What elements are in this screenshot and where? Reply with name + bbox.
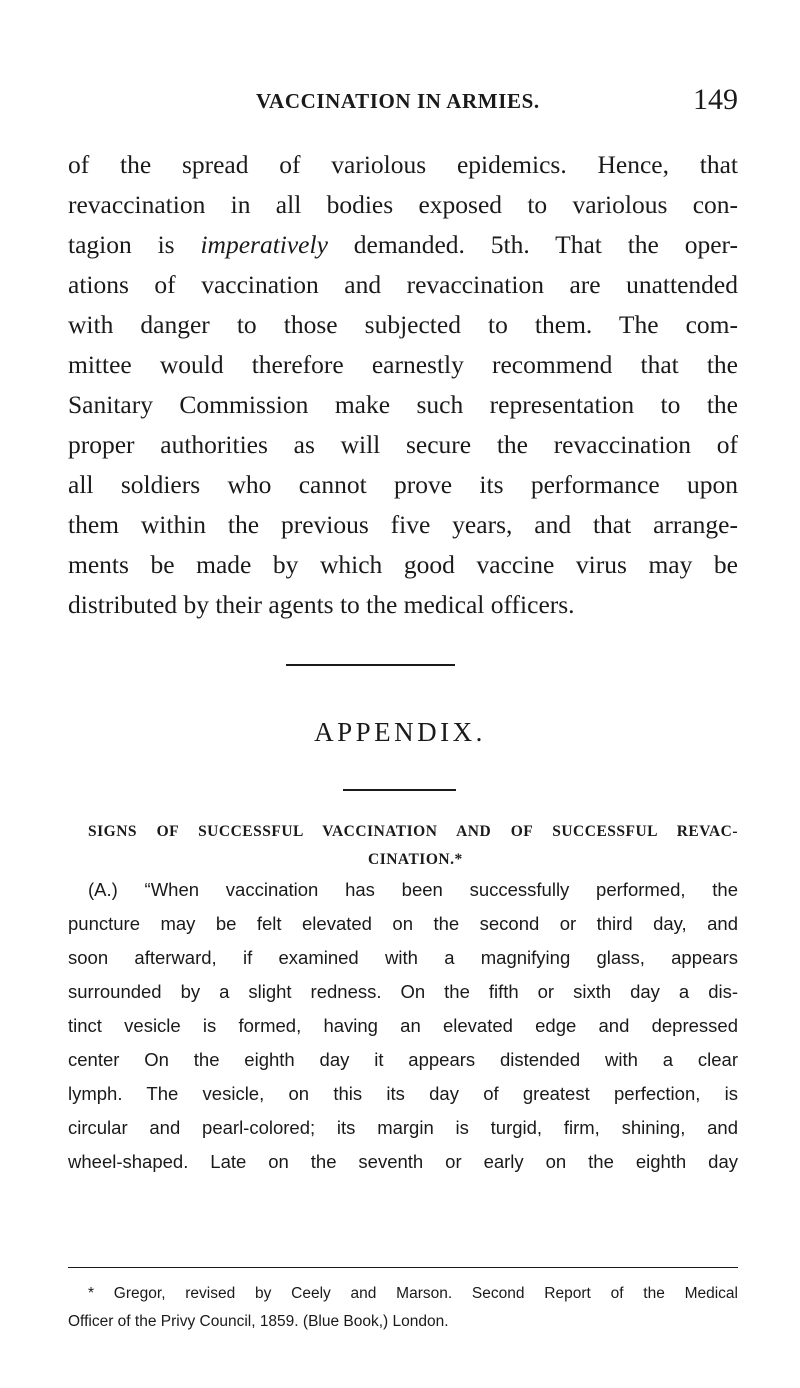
footnote-line: * Gregor, revised by Ceely and Marson. Second Report of the Medical <box>88 1285 738 1302</box>
footnote <box>68 1280 738 1336</box>
paragraph-line: tinct vesicle is formed, having an elevated edge and depressed <box>68 1015 738 1036</box>
paragraph-line: all soldiers who cannot prove its performance upon <box>68 470 738 499</box>
paragraph-line: soon afterward, if examined with a magnifying glass, appears <box>68 947 738 968</box>
paragraph-line: ations of vaccination and revaccination are unattended <box>68 270 738 299</box>
emphasized-word: imperatively <box>200 230 328 259</box>
footnote-rule <box>68 1267 738 1268</box>
paragraph-line: surrounded by a slight redness. On the fifth or sixth day a dis- <box>68 981 738 1002</box>
page-number: 149 <box>693 83 738 116</box>
paragraph-line: mittee would therefore earnestly recommend that the <box>68 350 738 379</box>
paragraph-line: Sanitary Commission make such representation to the <box>68 390 738 419</box>
paragraph-line: (A.) “When vaccination has been successfully performed, the <box>88 879 738 900</box>
paragraph-line: center On the eighth day it appears distended with a clear <box>68 1049 738 1070</box>
paragraph-line: ments be made by which good vaccine virus may be <box>68 550 738 579</box>
paragraph-line: puncture may be felt elevated on the second or third day, and <box>68 913 738 934</box>
heading-line: SIGNS OF SUCCESSFUL VACCINATION AND OF SUCCESSFUL REVAC- <box>88 823 738 840</box>
page-header <box>256 83 738 119</box>
paragraph-line: wheel-shaped. Late on the seventh or early on the eighth day <box>68 1151 738 1172</box>
section-divider-bottom <box>343 789 456 791</box>
appendix-heading <box>88 818 738 874</box>
main-paragraph <box>68 145 738 625</box>
section-a-paragraph <box>68 873 738 1179</box>
text-segment: tagion is <box>68 230 201 259</box>
running-head: VACCINATION IN ARMIES. <box>256 89 540 113</box>
footnote-line: Officer of the Privy Council, 1859. (Blue Book,) London. <box>68 1313 449 1330</box>
paragraph-line: with danger to those subjected to them. The com- <box>68 310 738 339</box>
paragraph-line: circular and pearl-colored; its margin is turgid, firm, shining, and <box>68 1117 738 1138</box>
heading-line: CINATION.* <box>368 851 463 868</box>
paragraph-line: distributed by their agents to the medical officers. <box>68 590 575 619</box>
paragraph-line: them within the previous five years, and that arrange- <box>68 510 738 539</box>
appendix-title: APPENDIX. <box>314 717 486 747</box>
paragraph-line-with-emphasis <box>68 225 738 265</box>
section-divider-top <box>286 664 455 666</box>
paragraph-line: proper authorities as will secure the revaccination of <box>68 430 738 459</box>
paragraph-line: lymph. The vesicle, on this its day of greatest perfection, is <box>68 1083 738 1104</box>
paragraph-line: revaccination in all bodies exposed to variolous con- <box>68 190 738 219</box>
text-segment: demanded. 5th. That the oper- <box>327 230 738 259</box>
paragraph-line: of the spread of variolous epidemics. Hence, that <box>68 150 738 179</box>
